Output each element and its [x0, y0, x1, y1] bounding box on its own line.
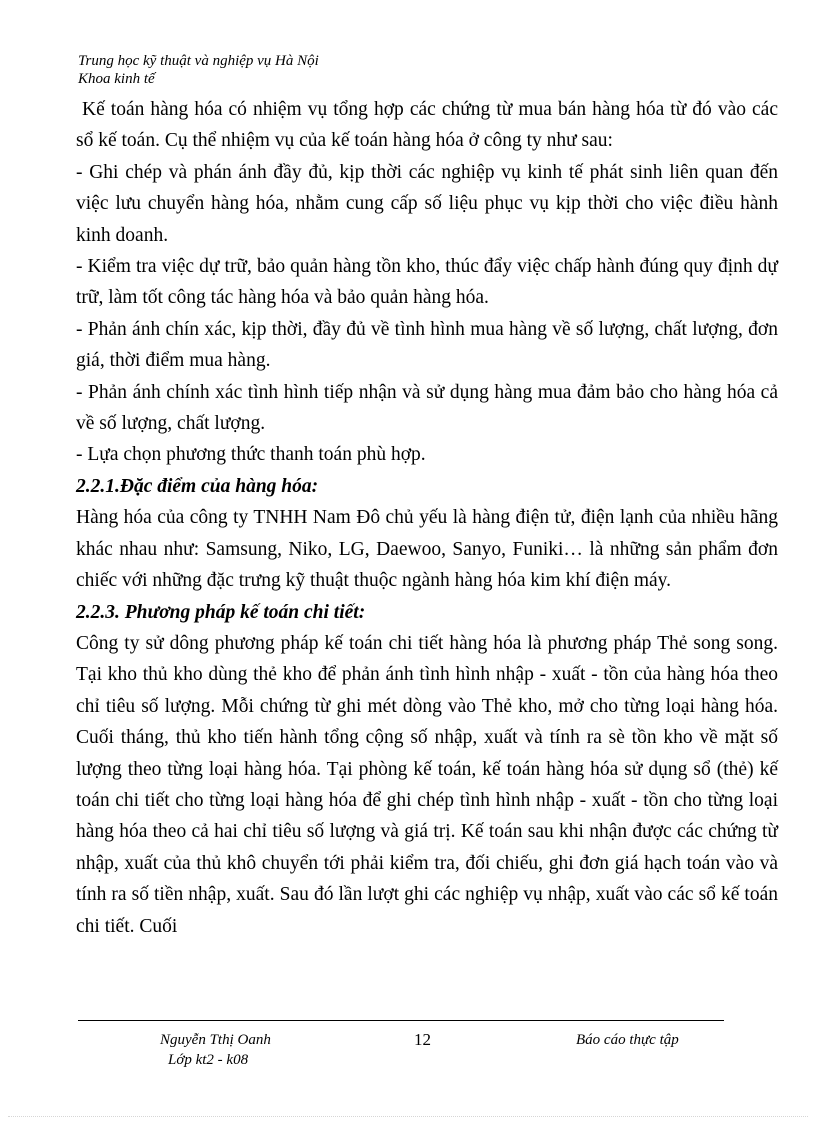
duty-item-3: - Phản ánh chín xác, kịp thời, đầy đủ về tình hình mua hàng về số lượng, chất lượng, đơn giá, thời điểm mua hàng. — [76, 318, 778, 372]
footer-author: Nguyễn Tthị Oanh — [160, 1032, 271, 1048]
section-heading-method: 2.2.3. Phương pháp kế toán chi tiết: — [76, 601, 366, 623]
method-paragraph: Công ty sử dông phương pháp kế toán chi tiết hàng hóa là phương pháp Thẻ song song. Tại kho thủ kho dùng thẻ kho để phản ánh tình hình nhập - xuất - tồn của hàng hóa theo chỉ tiêu số lượng. Mỗi chứng từ ghi mét dòng vào Thẻ kho, mở cho từng loại hàng hóa. Cuối tháng, thủ kho tiến hành tổng cộng số nhập, xuất và tính ra sè tồn kho về mặt số lượng theo từng loại hàng hóa. Tại phòng kế toán, kế toán hàng hóa sử dụng sổ (thẻ) kế toán chi tiết cho từng loại hàng hóa để ghi chép tình hình nhập - xuất - tồn cho từng loại hàng hóa theo cả hai chỉ tiêu số lượng và giá trị. Kế toán sau khi nhận được các chứng từ nhập, xuất của thủ khô chuyển tới phải kiểm tra, đối chiếu, ghi đơn giá hạch toán vào và tính ra số tiền nhập, xuất. Sau đó lần lượt ghi các nghiệp vụ nhập, xuất vào các sổ kế toán chi tiết. Cuối — [76, 632, 778, 937]
document-body — [76, 94, 778, 942]
header-faculty: Khoa kinh tế — [78, 71, 155, 87]
footer-report-title: Báo cáo thực tập — [576, 1032, 679, 1048]
duty-item-4: - Phản ánh chính xác tình hình tiếp nhận và sử dụng hàng mua đảm bảo cho hàng hóa cả về số lượng, chất lượng. — [76, 381, 778, 435]
footer-divider — [78, 1020, 724, 1021]
page-header — [78, 52, 319, 88]
goods-paragraph: Hàng hóa của công ty TNHH Nam Đô chủ yếu là hàng điện tử, điện lạnh của nhiều hãng khác nhau như: Samsung, Niko, LG, Daewoo, Sanyo, Funiki… là những sản phẩm đơn chiếc với những đặc trưng kỹ thuật thuộc ngành hàng hóa kim khí điện máy. — [76, 507, 778, 592]
footer-class: Lớp kt2 - k08 — [168, 1052, 249, 1068]
duty-item-1: - Ghi chép và phán ánh đầy đủ, kịp thời các nghiệp vụ kinh tế phát sinh liên quan đến việc lưu chuyển hàng hóa, nhằm cung cấp số liệu phục vụ kịp thời cho việc điều hành kinh doanh. — [76, 161, 778, 246]
header-school: Trung học kỹ thuật và nghiệp vụ Hà Nội — [78, 53, 319, 69]
duty-item-2: - Kiểm tra việc dự trữ, bảo quản hàng tồn kho, thúc đẩy việc chấp hành đúng quy định dự trữ, làm tốt công tác hàng hóa và bảo quản hàng hóa. — [76, 256, 778, 309]
duty-item-5: - Lựa chọn phương thức thanh toán phù hợp. — [76, 444, 426, 466]
page-number: 12 — [414, 1030, 431, 1049]
section-heading-goods: 2.2.1.Đặc điểm của hàng hóa: — [76, 475, 319, 497]
intro-paragraph: Kế toán hàng hóa có nhiệm vụ tổng hợp các chứng từ mua bán hàng hóa từ đó vào các sổ kế toán. Cụ thể nhiệm vụ của kế toán hàng hóa ở công ty như sau: — [76, 99, 778, 152]
